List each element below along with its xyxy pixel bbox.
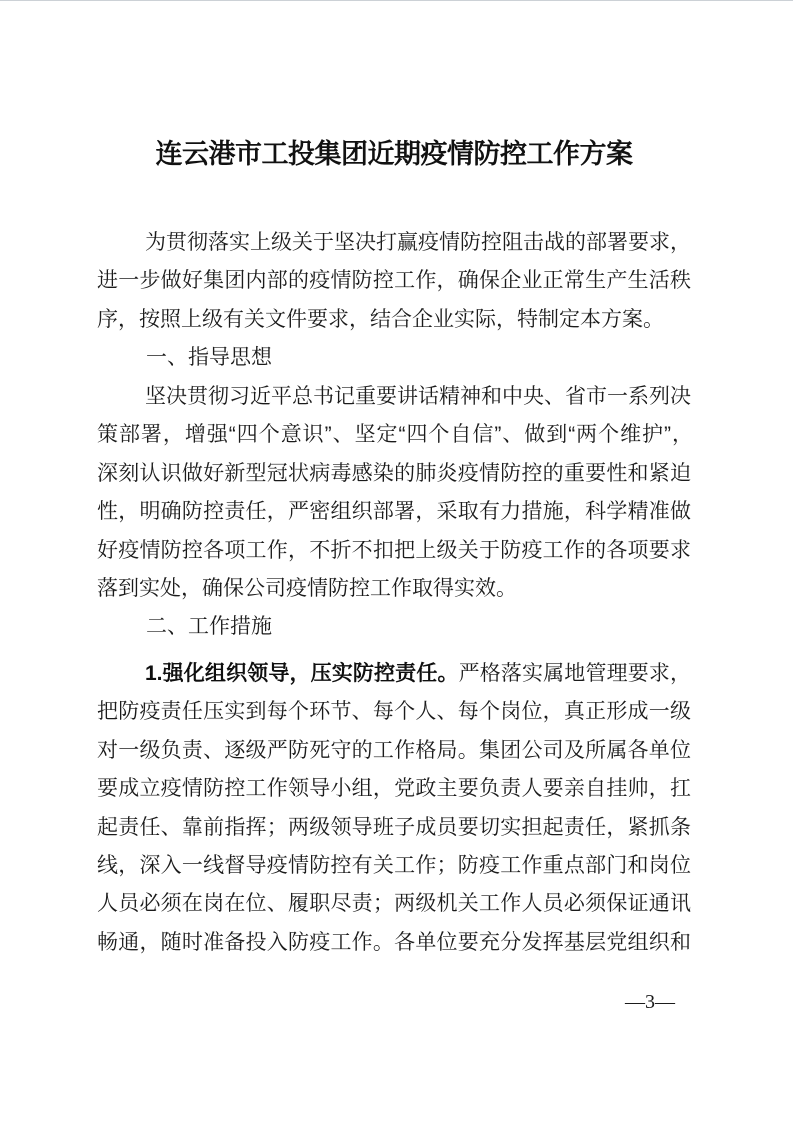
p3-lead-rest: 严格落实属地管理要求， — [458, 661, 692, 685]
scan-edge-artifact — [0, 0, 793, 1]
p2-line-2: 策部署，增强“四个意识”、坚定“四个自信”、做到“两个维护”， — [97, 423, 691, 447]
section-heading-1: 一、指导思想 — [146, 346, 272, 370]
p2-line-5: 好疫情防控各项工作，不折不扣把上级关于防疫工作的各项要求 — [97, 538, 691, 562]
p1-line-1: 为贯彻落实上级关于坚决打赢疫情防控阻击战的部署要求， — [145, 231, 691, 254]
p1-line-2: 进一步做好集团内部的疫情防控工作，确保企业正常生产生活秩 — [97, 269, 691, 293]
p2-line-3: 深刻认识做好新型冠状病毒感染的肺炎疫情防控的重要性和紧迫 — [97, 461, 691, 485]
document-body — [97, 224, 691, 962]
p3-line-3: 对一级负责、逐级严防死守的工作格局。集团公司及所属各单位 — [97, 738, 691, 762]
p3-line-5: 起责任、靠前指挥；两级领导班子成员要切实担起责任，紧抓条 — [97, 815, 691, 839]
p3-lead-bold: 1.强化组织领导，压实防控责任。 — [145, 661, 459, 685]
p3-line-1 — [97, 655, 691, 693]
p3-line-7: 人员必须在岗在位、履职尽责；两级机关工作人员必须保证通讯 — [97, 892, 691, 916]
document-title: 连云港市工投集团近期疫情防控工作方案 — [155, 139, 633, 169]
p3-line-4: 要成立疫情防控工作领导小组，党政主要负责人要亲自挂帅，扛 — [97, 777, 691, 801]
p3-line-8: 畅通，随时准备投入防疫工作。各单位要充分发挥基层党组织和 — [97, 930, 691, 954]
p2-line-6: 落到实处，确保公司疫情防控工作取得实效。 — [97, 576, 517, 600]
p2-line-4: 性，明确防控责任，严密组织部署，采取有力措施，科学精准做 — [97, 500, 691, 524]
p3-line-6: 线，深入一线督导疫情防控有关工作；防疫工作重点部门和岗位 — [97, 854, 691, 877]
p2-line-1: 坚决贯彻习近平总书记重要讲话精神和中央、省市一系列决 — [145, 384, 691, 408]
p3-line-2: 把防疫责任压实到每个环节、每个人、每个岗位，真正形成一级 — [97, 700, 691, 724]
section-heading-2: 二、工作措施 — [146, 615, 272, 639]
p1-line-3: 序，按照上级有关文件要求，结合企业实际，特制定本方案。 — [97, 307, 664, 331]
page-number: —3— — [625, 991, 675, 1013]
